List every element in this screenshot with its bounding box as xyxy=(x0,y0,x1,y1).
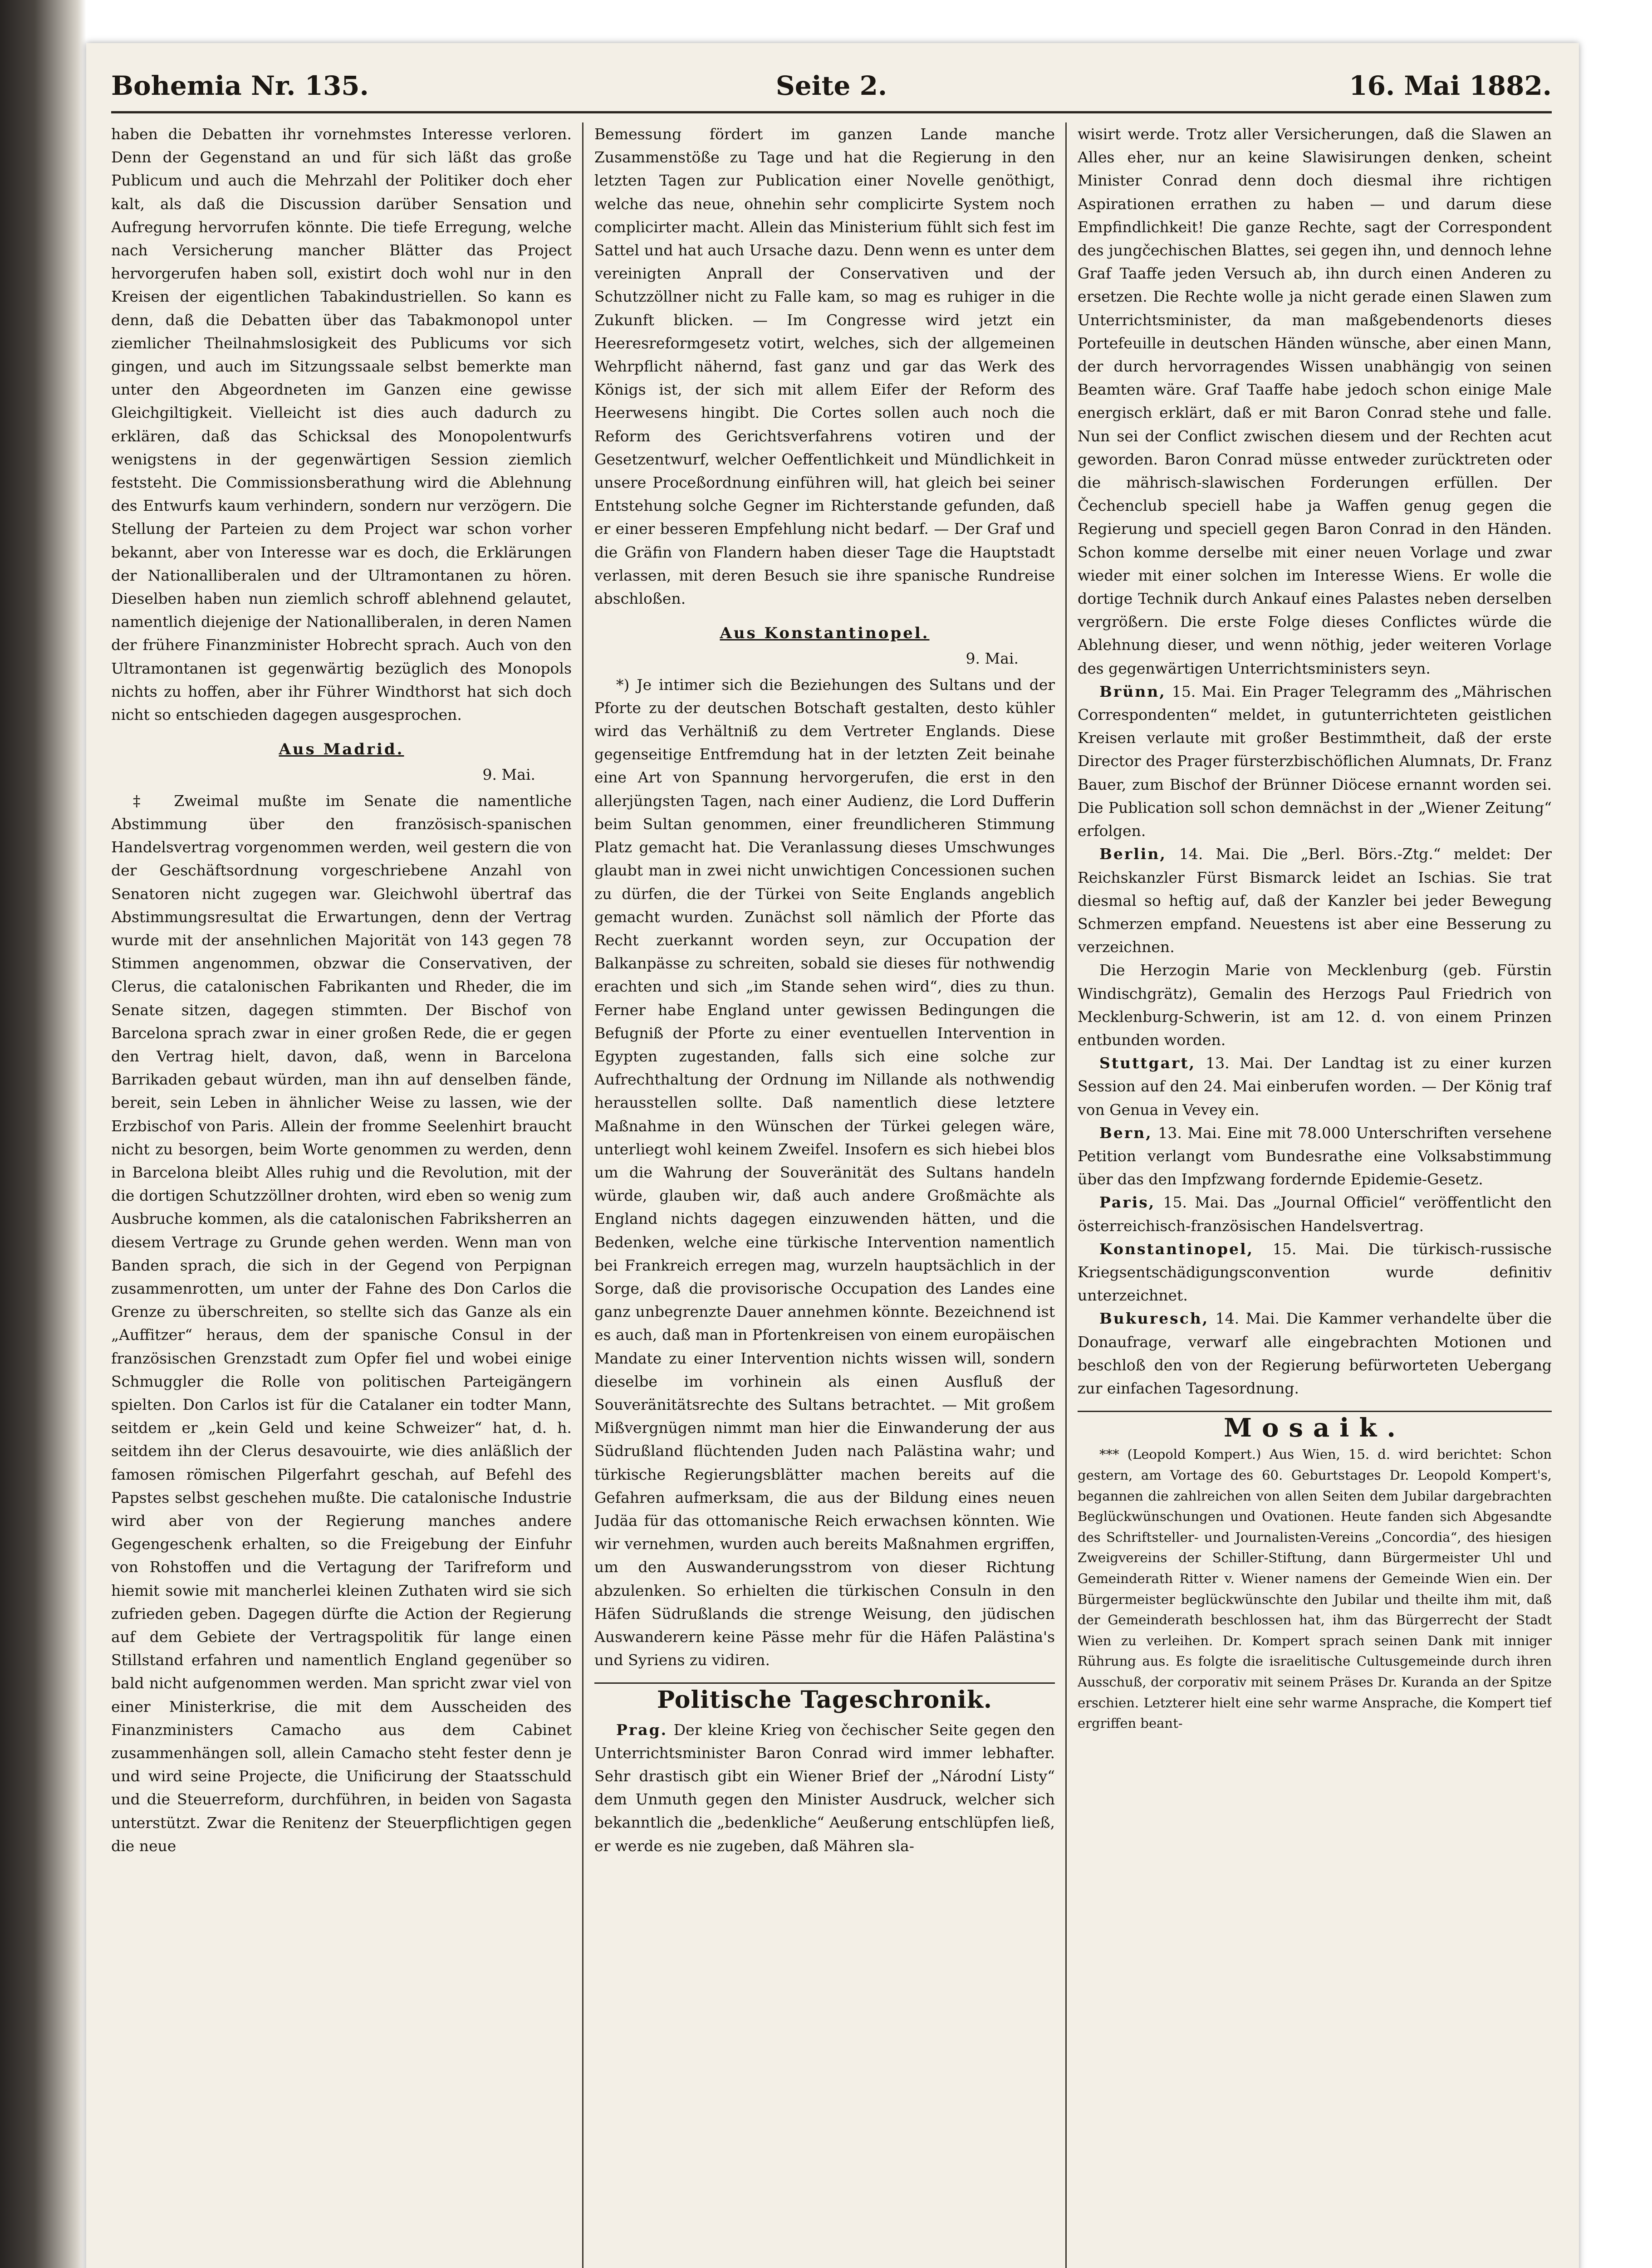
column-2 xyxy=(594,122,1055,2268)
dateline: 9. Mai. xyxy=(966,650,1019,668)
feuilleton-paragraph: *** (Leopold Kompert.) Aus Wien, 15. d. wird berichtet: Schon gestern, am Vortage des 60. Geburtstages Dr. Leopold Kompert's, begannen die zahlreichen von allen Seiten dem Jubilar dargebrachten Beglückwünschungen und Ovationen. Heute fanden sich Abgesandte des Schriftsteller- und Journalisten-Vereins „Concordia“, des hiesigen Zweigvereins der Schiller-Stiftung, dann Bürgermeister Uhl und Gemeinderath Ritter v. Wiener namens der Gemeinde Wien ein. Der Bürgermeister beglückwünschte den Jubilar und theilte ihm mit, daß der Gemeinderath beschlossen hat, ihm das Bürgerrecht der Stadt Wien zu verleihen. Dr. Kompert sprach seinen Dank mit inniger Rührung aus. Es folgte die israelitische Cultusgemeinde durch ihren Ausschuß, der corporativ mit seinem Präses Dr. Kuranda an der Spitze erschien. Letzterer hielt eine sehr warme Ansprache, die Kompert tief ergriffen beant- xyxy=(1078,1447,1552,1731)
news-text: 14. Mai. Die „Berl. Börs.-Ztg.“ meldet: Der Reichskanzler Fürst Bismarck leidet an Ischias. Sie trat diesmal so heftig auf, daß der Kanzler bei jeder Bewegung Schmerzen empfand. Neuestens ist aber eine Besserung zu verzeichnen. xyxy=(1078,845,1552,956)
article-paragraph: ‡ Zweimal mußte im Senate die namentliche Abstimmung über den französisch-spanischen Handelsvertrag vorgenommen werden, weil gestern die von der Geschäftsordnung vorgeschriebene Anzahl von Senatoren nicht zugegen war. Gleichwohl übertraf das Abstimmungsresultat die Erwartungen, denn der Vertrag wurde mit der ansehnlichen Majorität von 143 gegen 78 Stimmen angenommen, obzwar die Conservativen, der Clerus, die catalonischen Fabrikanten und Rheder, die im Senate sitzen, dagegen stimmten. Der Bischof von Barcelona sprach zwar in einer großen Rede, die er gegen den Vertrag hielt, davon, daß, wenn in Barcelona Barrikaden gebaut würden, man ihn auf denselben fände, bereit, sein Leben in ähnlicher Weise zu lassen, wie der Erzbischof von Paris. Allein der fromme Seelenhirt braucht nicht zu besorgen, beim Worte genommen zu werden, denn in Barcelona bleibt Alles ruhig und die Revolution, mit der die dortigen Schutzzöllner drohten, wird eben so wenig zum Ausbruche kommen, als die catalonischen Fabriksherren an diesem Vertrage zu Grunde gehen werden. Wenn man von Banden sprach, die sich in der Gegend von Perpignan zusammenrotten, um unter der Fahne des Don Carlos die Grenze zu überschreiten, so stellte sich das Ganze als ein „Auffitzer“ heraus, dem der spanische Consul in der französischen Grenzstadt zum Opfer fiel und wobei einige Schmuggler die Rolle von politischen Parteigängern spielten. Don Carlos ist für die Catalaner ein todter Mann, seitdem er „kein Geld und keine Schweizer“ hat, d. h. seitdem ihn der Clerus desavouirte, wie dies anläßlich der famosen römischen Pilgerfahrt geschah, auf Befehl des Papstes selbst geschehen mußte. Die catalonische Industrie wird aber von der Regierung manches andere Gegengeschenk erhalten, so die Freigebung der Einfuhr von Rohstoffen und die Vertagung der Tarifreform und hiemit sowie mit mancherlei kleinen Zuthaten wird sie sich zufrieden geben. Dagegen dürfte die Action der Regierung auf dem Gebiete der Vertragspolitik für lange einen Stillstand erfahren und namentlich England gegenüber so bald nicht aufgenommen werden. Man spricht zwar viel von einer Ministerkrise, die mit dem Ausscheiden des Finanzministers Camacho aus dem Cabinet zusammenhängen soll, allein Camacho steht fester denn je und wird seine Projecte, die Unificirung der Staatsschuld und die Steuerreform, durchführen, in beiden von Sagasta unterstützt. Zwar die Renitenz der Steuerpflichtigen gegen die neue xyxy=(111,792,572,1855)
news-text: Der kleine Krieg von čechischer Seite gegen den Unterrichtsminister Baron Conrad wird immer lebhafter. Sehr drastisch gibt ein Wiener Brief der „Národní Listy“ dem Unmuth gegen den Minister Ausdruck, welcher sich bekanntlich die „bedenkliche“ Aeußerung entschlüpfen ließ, er werde es nie zugeben, daß Mähren sla- xyxy=(594,1721,1055,1855)
placename: Prag. xyxy=(616,1721,668,1739)
news-item-bern xyxy=(1078,1121,1552,1191)
news-item-konstantinopel xyxy=(1078,1237,1552,1307)
news-text: 14. Mai. Die Kammer verhandelte über die Donaufrage, verwarf alle eingebrachten Motionen und beschloß den von der Regierung befürworteten Uebergang zur einfachen Tagesordnung. xyxy=(1078,1310,1552,1397)
column-divider xyxy=(582,122,583,2268)
news-item-paris xyxy=(1078,1191,1552,1237)
news-item-bukarest xyxy=(1078,1307,1552,1400)
section-heading-tageschronik: Politische Tageschronik. xyxy=(657,1686,992,1714)
news-item-prag xyxy=(594,1718,1055,1857)
section-separator xyxy=(1078,1411,1552,1412)
news-item-brunn xyxy=(1078,680,1552,842)
column-divider xyxy=(1065,122,1067,2268)
news-text: 15. Mai. Ein Prager Telegramm des „Mährischen Correspondenten“ meldet, in gutunterrichteten geistlichen Kreisen verlaute mit großer Bestimmtheit, daß der erste Director des Prager fürsterzbischöflichen Alumnats, Dr. Franz Bauer, zum Bischof der Brünner Diöcese ernannt worden sei. Die Publication soll schon demnächst in der „Wiener Zeitung“ erfolgen. xyxy=(1078,682,1552,840)
section-heading-madrid: Aus Madrid. xyxy=(279,740,404,759)
news-item-berlin xyxy=(1078,842,1552,958)
page-header xyxy=(111,70,1552,113)
news-text: 13. Mai. Eine mit 78.000 Unterschriften versehene Petition verlangt vom Bundesrathe eine Volksabstimmung über das den Impfzwang fordernde Epidemie-Gesetz. xyxy=(1078,1124,1552,1188)
article-paragraph: haben die Debatten ihr vornehmstes Interesse verloren. Denn der Gegenstand an und für sich läßt das große Publicum und auch die Mehrzahl der Politiker doch eher kalt, als daß die Discussion darüber Sensation und Aufregung hervorrufen könnte. Die tiefe Erregung, welche nach Versicherung mancher Blätter das Project hervorgerufen haben soll, existirt doch wohl nur in den Kreisen der eigentlichen Tabakindustriellen. So kann es denn, daß die Debatten über das Tabakmonopol unter ziemlicher Theilnahmslosigkeit des Publicums vor sich gingen, und auch im Sitzungssaale selbst bemerkte man unter den Abgeordneten im Ganzen eine gewisse Gleichgiltigkeit. Vielleicht ist dies auch dadurch zu erklären, daß das Schicksal des Monopolentwurfs wenigstens in der gegenwärtigen Session ziemlich feststeht. Die Commissionsberathung wird die Ablehnung des Entwurfs kaum verhindern, sondern nur verzögern. Die Stellung der Parteien zu dem Project war schon vorher bekannt, aber von Interesse war es doch, die Erklärungen der Nationalliberalen und der Ultramontanen zu hören. Dieselben haben nun ziemlich schroff ablehnend gelautet, namentlich diejenige der Nationalliberalen, in deren Namen der frühere Finanzminister Hobrecht sprach. Auch von den Ultramontanen ist gegenwärtig bezüglich des Monopols nichts zu hoffen, aber ihr Führer Windthorst hat sich doch nicht so entschieden dagegen ausgesprochen. xyxy=(111,125,572,724)
newspaper-page xyxy=(86,43,1579,2268)
dateline: 9. Mai. xyxy=(482,766,535,784)
article-paragraph: *) Je intimer sich die Beziehungen des Sultans und der Pforte zu der deutschen Botschaft gestalten, desto kühler wird das Verhältniß zu dem Vertreter Englands. Diese gegenseitige Entfremdung hat in der letzten Zeit beinahe eine Art von Spannung hervorgerufen, die erst in den allerjüngsten Tagen, nach einer Audienz, die Lord Dufferin beim Sultan genommen, einer freundlicheren Stimmung Platz gemacht hat. Die Veranlassung dieses Umschwunges glaubt man in zwei nicht unwichtigen Concessionen suchen zu dürfen, die der Türkei von Seite Englands angeblich gemacht wurden. Zunächst soll nämlich der Pforte das Recht zuerkannt worden seyn, zur Occupation der Balkanpässe zu schreiten, sobald sie dieses für nothwendig erachten und sich „im Stande sehen wird“, dies zu thun. Ferner habe England unter gewissen Bedingungen die Befugniß der Pforte zu einer eventuellen Intervention in Egypten zugestanden, falls sich eine solche zur Aufrechthaltung der Ordnung im Nillande als nothwendig herausstellen sollte. Daß namentlich diese letztere Maßnahme in den Wünschen der Türkei gelegen wäre, unterliegt wohl keinem Zweifel. Insofern es sich hiebei blos um die Wahrung der Souveränität des Sultans handeln würde, glauben wir, daß auch andere Großmächte als England nichts dagegen einzuwenden hätten, und die Bedenken, welche eine türkische Intervention namentlich bei Frankreich erregen mag, wurzeln hauptsächlich in der Sorge, daß die provisorische Occupation des Landes eine ganz unbegrenzte Dauer annehmen könnte. Bezeichnend ist es auch, daß man in Pfortenkreisen von einem europäischen Mandate zu einer Intervention nichts wissen will, sondern dieselbe im vorhinein als einen Ausfluß der Souveränitätsrechte des Sultans betrachtet. — Mit großem Mißvergnügen nimmt man hier die Einwanderung der aus Südrußland flüchtenden Juden nach Palästina wahr; und türkische Regierungsblätter machen bereits auf die Gefahren aufmerksam, die aus der Bildung eines neuen Judäa für das ottomanische Reich erwachsen könnten. Wie wir vernehmen, wurden auch bereits Maßnahmen ergriffen, um den Auswanderungsstrom von dieser Richtung abzulenken. So erhielten die türkischen Consuln in den Häfen Südrußlands die strenge Weisung, den jüdischen Auswanderern keine Pässe mehr für die Häfen Palästina's und Syriens zu vidiren. xyxy=(594,675,1055,1669)
column-1 xyxy=(111,122,572,2268)
header-date: 16. Mai 1882. xyxy=(1349,70,1552,101)
section-separator xyxy=(594,1682,1055,1684)
header-page-number: Seite 2. xyxy=(775,70,887,101)
placename: Konstantinopel, xyxy=(1099,1240,1254,1258)
placename: Bukuresch, xyxy=(1099,1310,1209,1328)
placename: Berlin, xyxy=(1099,845,1167,863)
placename: Paris, xyxy=(1099,1193,1156,1212)
news-item-mecklenburg: Die Herzogin Marie von Mecklenburg (geb. Fürstin Windischgrätz), Gemalin des Herzogs Paul Friedrich von Mecklenburg-Schwerin, ist am 12. d. von einem Prinzen entbunden worden. xyxy=(1078,961,1552,1049)
placename: Stuttgart, xyxy=(1099,1054,1196,1072)
column-3 xyxy=(1078,122,1552,2268)
section-heading-mosaik: Mosaik. xyxy=(1224,1413,1406,1443)
placename: Brünn, xyxy=(1099,682,1166,700)
news-text: 15. Mai. Die türkisch-russische Kriegsentschädigungsconvention wurde definitiv unterzeichnet. xyxy=(1078,1240,1552,1305)
placename: Bern, xyxy=(1099,1124,1152,1142)
header-issue: Bohemia Nr. 135. xyxy=(111,70,369,101)
section-heading-konstantinopel: Aus Konstantinopel. xyxy=(720,624,930,643)
book-binding-shadow xyxy=(0,0,86,2268)
news-text: 15. Mai. Das „Journal Officiel“ veröffentlicht den österreichisch-französischen Handelsvertrag. xyxy=(1078,1193,1552,1235)
news-item-stuttgart xyxy=(1078,1051,1552,1121)
news-text: 13. Mai. Der Landtag ist zu einer kurzen Session auf den 24. Mai einberufen worden. — Der König traf von Genua in Vevey ein. xyxy=(1078,1054,1552,1119)
article-paragraph: wisirt werde. Trotz aller Versicherungen, daß die Slawen an Alles eher, nur an keine Slawisirungen denken, scheint Minister Conrad denn doch diesmal ihre richtigen Aspirationen errathen zu haben — und darum diese Empfindlichkeit! Die ganze Rechte, sagt der Correspondent des jungčechischen Blattes, sei gegen ihn, und dennoch lehne Graf Taaffe jeden Versuch ab, ihn durch einen Anderen zu ersetzen. Die Rechte wolle ja nicht gerade einen Slawen zum Unterrichtsminister, da man maßgebendenorts dieses Portefeuille in deutschen Händen wünsche, aber einen Mann, der durch hervorragendes Wissen unabhängig von seinen Beamten wäre. Graf Taaffe habe jedoch schon einige Male energisch erklärt, daß er mit Baron Conrad stehe und falle. Nun sei der Conflict zwischen diesem und der Rechten acut geworden. Baron Conrad müsse entweder zurücktreten oder die mährisch-slawischen Forderungen erfüllen. Der Čechenclub speciell habe ja Waffen genug gegen die Regierung und speciell gegen Baron Conrad in den Händen. Schon komme derselbe mit einer neuen Vorlage und zwar wieder mit einer solchen im Interesse Wiens. Er wolle die dortige Technik durch Ankauf eines Palastes neben derselben vergrößern. Die erste Folge dieses Conflictes würde die Ablehnung dieser, und wenn nöthig, jeder weiteren Vorlage des gegenwärtigen Unterrichtsministers seyn. xyxy=(1078,125,1552,677)
article-paragraph: Bemessung fördert im ganzen Lande manche Zusammenstöße zu Tage und hat die Regierung in den letzten Tagen zur Publication einer Novelle genöthigt, welche das neue, ohnehin sehr complicirte System noch complicirter macht. Allein das Ministerium fühlt sich fest im Sattel und hat auch Ursache dazu. Denn wenn es unter dem vereinigten Anprall der Conservativen und der Schutzzöllner nicht zu Falle kam, so mag es ruhiger in die Zukunft blicken. — Im Congresse wird jetzt ein Heeresreformgesetz votirt, welches, sich der allgemeinen Wehrpflicht nähernd, fast ganz und gar das Werk des Königs ist, der sich mit allem Eifer der Reform des Heerwesens hingibt. Die Cortes sollen auch noch die Reform des Gerichtsverfahrens votiren und der Gesetzentwurf, welcher Oeffentlichkeit und Mündlichkeit in unsere Proceßordnung einführen will, hat gleich bei seiner Entstehung solche Gegner im Richterstande gefunden, daß er einer besseren Empfehlung nicht bedarf. — Der Graf und die Gräfin von Flandern haben dieser Tage die Hauptstadt verlassen, mit deren Besuch sie ihre spanische Rundreise abschloßen. xyxy=(594,125,1055,608)
